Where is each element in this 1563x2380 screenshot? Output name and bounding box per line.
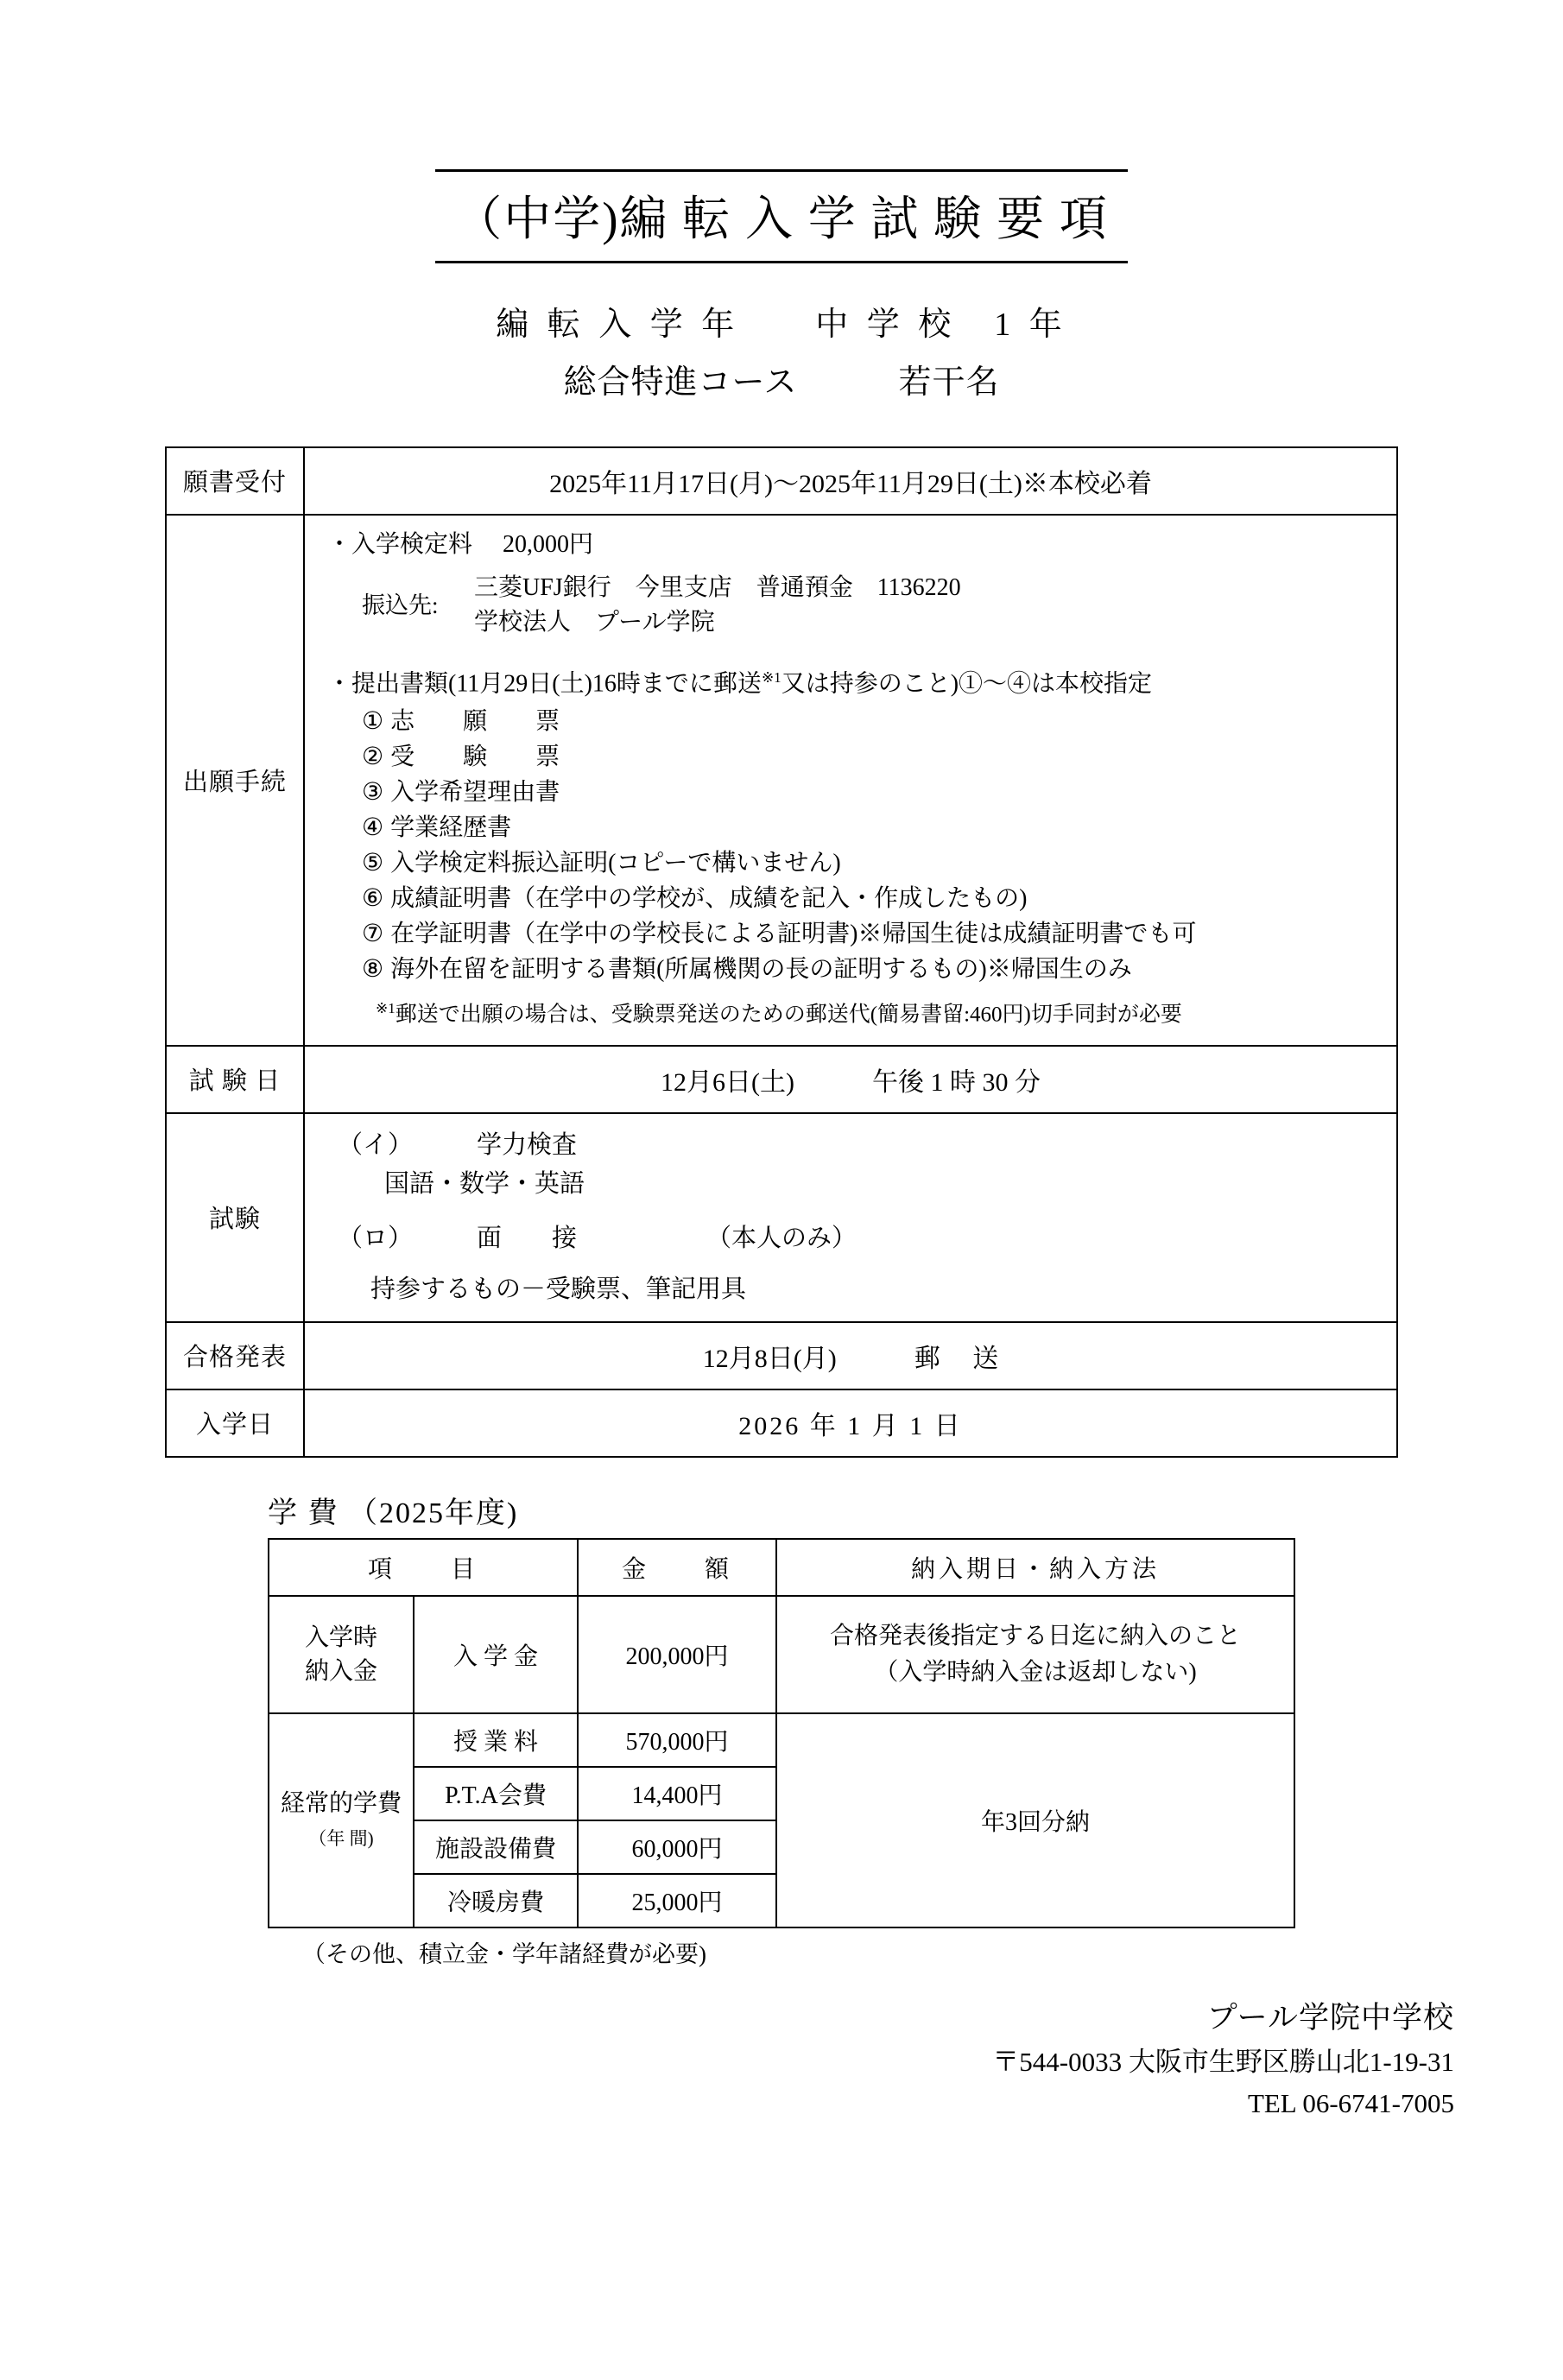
- item-text: 志 願 票: [390, 708, 560, 736]
- fee-amount: 570,000円: [578, 1713, 776, 1767]
- row-value-entrance-date: 2026 年 1 月 1 日: [304, 1389, 1397, 1457]
- fee-name: P.T.A会費: [414, 1767, 578, 1820]
- footnote-mark: ※1: [376, 1000, 395, 1017]
- school-telephone: TEL 06-6741-7005: [1247, 2088, 1454, 2119]
- item-text: 在学証明書（在学中の学校長による証明書)※帰国生徒は成績証明書でも可: [390, 921, 1197, 948]
- table-row-result: [166, 1322, 1397, 1389]
- list-item: [327, 958, 1377, 982]
- table-row-application-period: [166, 447, 1397, 515]
- table-row-procedure: [166, 515, 1397, 1046]
- row-label-exam: 試験: [166, 1113, 304, 1322]
- exam-subject-line: [338, 1130, 1377, 1159]
- exam-line1: 学力検査: [477, 1130, 578, 1159]
- table-row: [269, 1596, 1294, 1713]
- exam-marker-ro: （ロ）: [338, 1224, 414, 1252]
- row-value-application-period: 2025年11月17日(月)〜2025年11月29日(土)※本校必着: [304, 447, 1397, 515]
- row-value-exam-date: 12月6日(土) 午後 1 時 30 分: [304, 1046, 1397, 1113]
- item-number: ③: [362, 779, 384, 807]
- item-number: ②: [362, 744, 384, 771]
- list-item: [327, 710, 1377, 734]
- fee-group-label-entrance: 入学時 納入金: [269, 1596, 414, 1713]
- fee-payment-terms-annual: 年3回分納: [776, 1713, 1294, 1927]
- subtitle-block: [0, 300, 1563, 408]
- item-number: ⑧: [362, 956, 384, 984]
- item-number: ①: [362, 708, 384, 736]
- tuition-title: 学 費 （2025年度): [268, 1497, 519, 1529]
- documents-header-mark: ※1: [761, 668, 782, 686]
- row-label-application-period: 願書受付: [166, 447, 304, 515]
- row-label-exam-date: 試 験 日: [166, 1046, 304, 1113]
- item-text: 入学検定料振込証明(コピーで構いません): [390, 850, 841, 877]
- bank-lines: [474, 571, 961, 641]
- fee-amount: 60,000円: [578, 1820, 776, 1874]
- fee-amount: 25,000円: [578, 1874, 776, 1927]
- exam-marker-i: （イ）: [338, 1130, 414, 1159]
- bank-label: 振込先:: [362, 592, 439, 618]
- item-number: ⑤: [362, 850, 384, 877]
- row-label-result: 合格発表: [166, 1322, 304, 1389]
- fee-group-label-annual-text: 経常的学費: [280, 1789, 402, 1817]
- item-number: ④: [362, 814, 384, 842]
- exam-interview-line: [338, 1226, 1377, 1251]
- table-row-exam: [166, 1113, 1397, 1322]
- item-text: 受 験 票: [390, 744, 560, 771]
- item-number: ⑥: [362, 885, 384, 913]
- fee-name: 授 業 料: [414, 1713, 578, 1767]
- list-item: [327, 851, 1377, 876]
- fee-amount: 14,400円: [578, 1767, 776, 1820]
- documents-header-tail: 又は持参のこと)①〜④は本校指定: [781, 670, 1153, 698]
- bank-line-2: 学校法人 プール学院: [474, 609, 715, 636]
- subtitle-grade: 編 転 入 学 年 中 学 校 1 年: [496, 307, 1067, 343]
- tuition-table: [268, 1538, 1295, 1928]
- documents-header: [327, 670, 1377, 696]
- list-item: [327, 887, 1377, 911]
- documents-header-text: ・提出書類(11月29日(土)16時までに郵送: [327, 670, 762, 698]
- list-item: [327, 745, 1377, 769]
- table-header-row: [269, 1539, 1294, 1596]
- page-title: （中学)編 転 入 学 試 験 要 項: [435, 169, 1128, 263]
- school-address: 〒544-0033 大阪市生野区勝山北1-19-31: [992, 2047, 1454, 2078]
- item-number: ⑦: [362, 921, 384, 948]
- title-container: [0, 169, 1563, 263]
- document-footer: [0, 1995, 1563, 2124]
- row-value-result: 12月8日(月) 郵 送: [304, 1322, 1397, 1389]
- exam-line3: 面 接: [477, 1224, 578, 1252]
- item-text: 学業経歴書: [390, 814, 512, 842]
- column-header-payment: 納入期日・納入方法: [776, 1539, 1294, 1596]
- subtitle-course: 総合特進コース 若干名: [563, 364, 1000, 401]
- item-text: 海外在留を証明する書類(所属機関の長の証明するもの)※帰国生のみ: [390, 956, 1132, 984]
- document-page: [0, 169, 1563, 2380]
- fee-name: 入 学 金: [414, 1596, 578, 1713]
- payment-line-1: 合格発表後指定する日迄に納入のこと: [830, 1622, 1242, 1649]
- fee-group-label-annual-sub: （年 間): [308, 1828, 374, 1849]
- list-item: [327, 816, 1377, 840]
- tuition-note: （その他、積立金・学年諸経費が必要): [302, 1941, 706, 1967]
- school-name: プール学院中学校: [1206, 2001, 1454, 2035]
- fee-payment-terms-entrance: [776, 1596, 1294, 1713]
- payment-line-2: （入学時納入金は返却しない): [874, 1658, 1197, 1686]
- fee-group-label-annual: [269, 1713, 414, 1927]
- column-header-item: 項 目: [269, 1539, 578, 1596]
- footnote-text: 郵送で出願の場合は、受験票発送のための郵送代(簡易書留:460円)切手同封が必要: [395, 1003, 1182, 1027]
- spacer: [327, 648, 1377, 670]
- examination-fee-line: ・入学検定料 20,000円: [327, 530, 594, 558]
- item-text: 成績証明書（在学中の学校が、成績を記入・作成したもの): [390, 885, 1028, 913]
- list-item: [327, 781, 1377, 805]
- exam-bring-items: 持参するもの－受験票、筆記用具: [370, 1275, 747, 1303]
- row-value-procedure: [304, 515, 1397, 1046]
- fee-name: 施設設備費: [414, 1820, 578, 1874]
- bank-line-1: 三菱UFJ銀行 今里支店 普通預金 1136220: [474, 573, 961, 601]
- bank-transfer-block: [327, 571, 1377, 641]
- requirements-table: [165, 446, 1398, 1458]
- item-text: 入学希望理由書: [390, 779, 560, 807]
- procedure-footnote: [327, 1001, 1377, 1025]
- row-label-procedure: 出願手続: [166, 515, 304, 1046]
- column-header-amount: 金 額: [578, 1539, 776, 1596]
- table-row-entrance-date: [166, 1389, 1397, 1457]
- table-row: [269, 1713, 1294, 1767]
- row-label-entrance-date: 入学日: [166, 1389, 304, 1457]
- fee-name: 冷暖房費: [414, 1874, 578, 1927]
- table-row-exam-date: [166, 1046, 1397, 1113]
- row-value-exam: [304, 1113, 1397, 1322]
- fee-amount: 200,000円: [578, 1596, 776, 1713]
- exam-line3-extra: （本人のみ）: [706, 1224, 857, 1252]
- list-item: [327, 922, 1377, 946]
- exam-subjects: 国語・数学・英語: [384, 1169, 585, 1198]
